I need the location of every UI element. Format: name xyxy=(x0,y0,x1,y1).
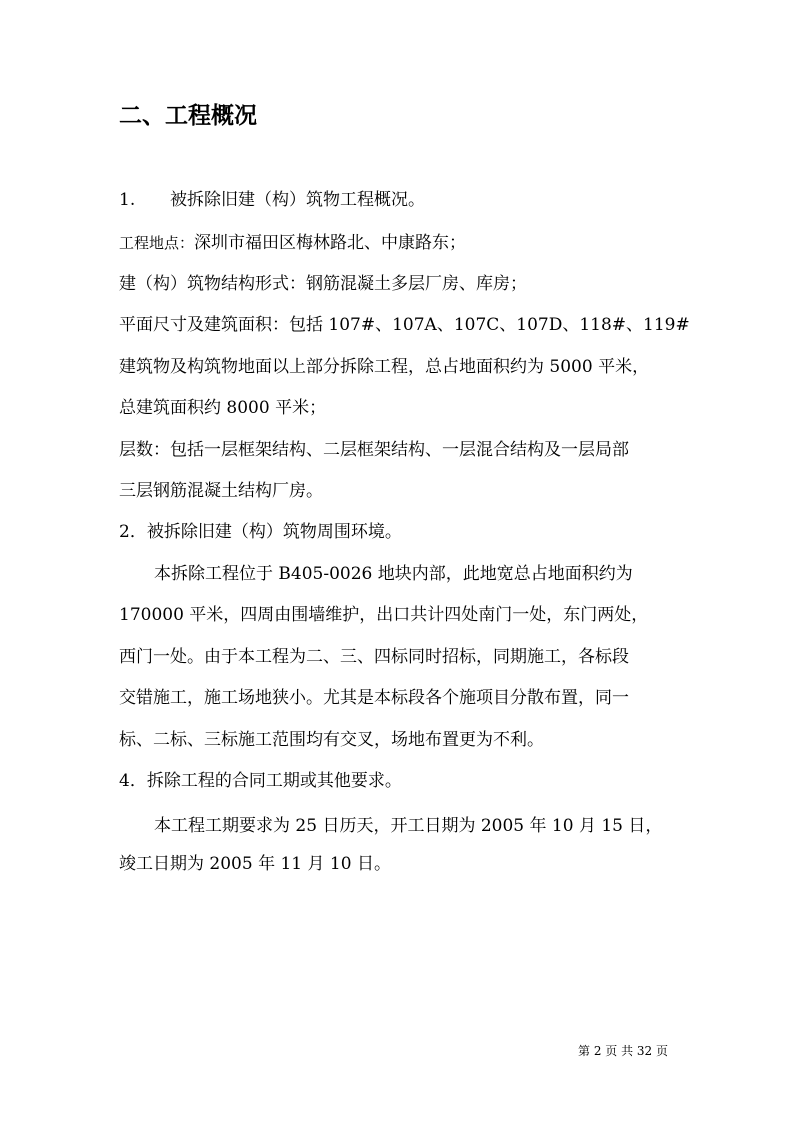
location-value: 深圳市福田区梅林路北、中康路东； xyxy=(194,233,467,253)
floors-line-2: 三层钢筋混凝土结构厂房。 xyxy=(119,481,323,501)
area-line-1: 平面尺寸及建筑面积：包括 107#、107A、107C、107D、118#、119# xyxy=(119,315,690,335)
area-line-3: 总建筑面积约 8000 平米； xyxy=(119,398,327,418)
section4-title: 4．拆除工程的合同工期或其他要求。 xyxy=(119,771,402,791)
section2-paragraph-line-2: 170000 平米，四周由围墙维护，出口共计四处南门一处，东门两处， xyxy=(119,605,649,625)
section1-title-line xyxy=(119,188,425,212)
floors-line-1: 层数：包括一层框架结构、二层框架结构、一层混合结构及一层局部 xyxy=(119,440,629,460)
structure-line: 建（构）筑物结构形式：钢筋混凝土多层厂房、库房； xyxy=(119,274,527,294)
section4-paragraph-line-1: 本工程工期要求为 25 日历天，开工日期为 2005 年 10 月 15 日， xyxy=(154,816,663,836)
section2-paragraph-line-5: 标、二标、三标施工范围均有交叉，场地布置更为不利。 xyxy=(119,730,544,750)
section-heading: 二、工程概况 xyxy=(119,103,257,129)
section4-paragraph-line-2: 竣工日期为 2005 年 11 月 10 日。 xyxy=(119,854,391,874)
section1-number: 1. xyxy=(119,190,136,210)
location-line xyxy=(119,231,466,255)
area-line-2: 建筑物及构筑物地面以上部分拆除工程，总占地面积约为 5000 平米， xyxy=(119,357,650,377)
section2-paragraph-line-3: 西门一处。由于本工程为二、三、四标同时招标，同期施工，各标段 xyxy=(119,647,629,667)
section2-title: 2．被拆除旧建（构）筑物周围环境。 xyxy=(119,522,402,542)
section1-title: 被拆除旧建（构）筑物工程概况。 xyxy=(170,190,425,210)
section2-paragraph-line-4: 交错施工，施工场地狭小。尤其是本标段各个施项目分散布置，同一 xyxy=(119,688,629,708)
location-label: 工程地点： xyxy=(119,234,195,252)
page-number-footer: 第 2 页 共 32 页 xyxy=(578,1044,668,1058)
section2-paragraph-line-1: 本拆除工程位于 B405-0026 地块内部，此地宽总占地面积约为 xyxy=(154,564,633,584)
